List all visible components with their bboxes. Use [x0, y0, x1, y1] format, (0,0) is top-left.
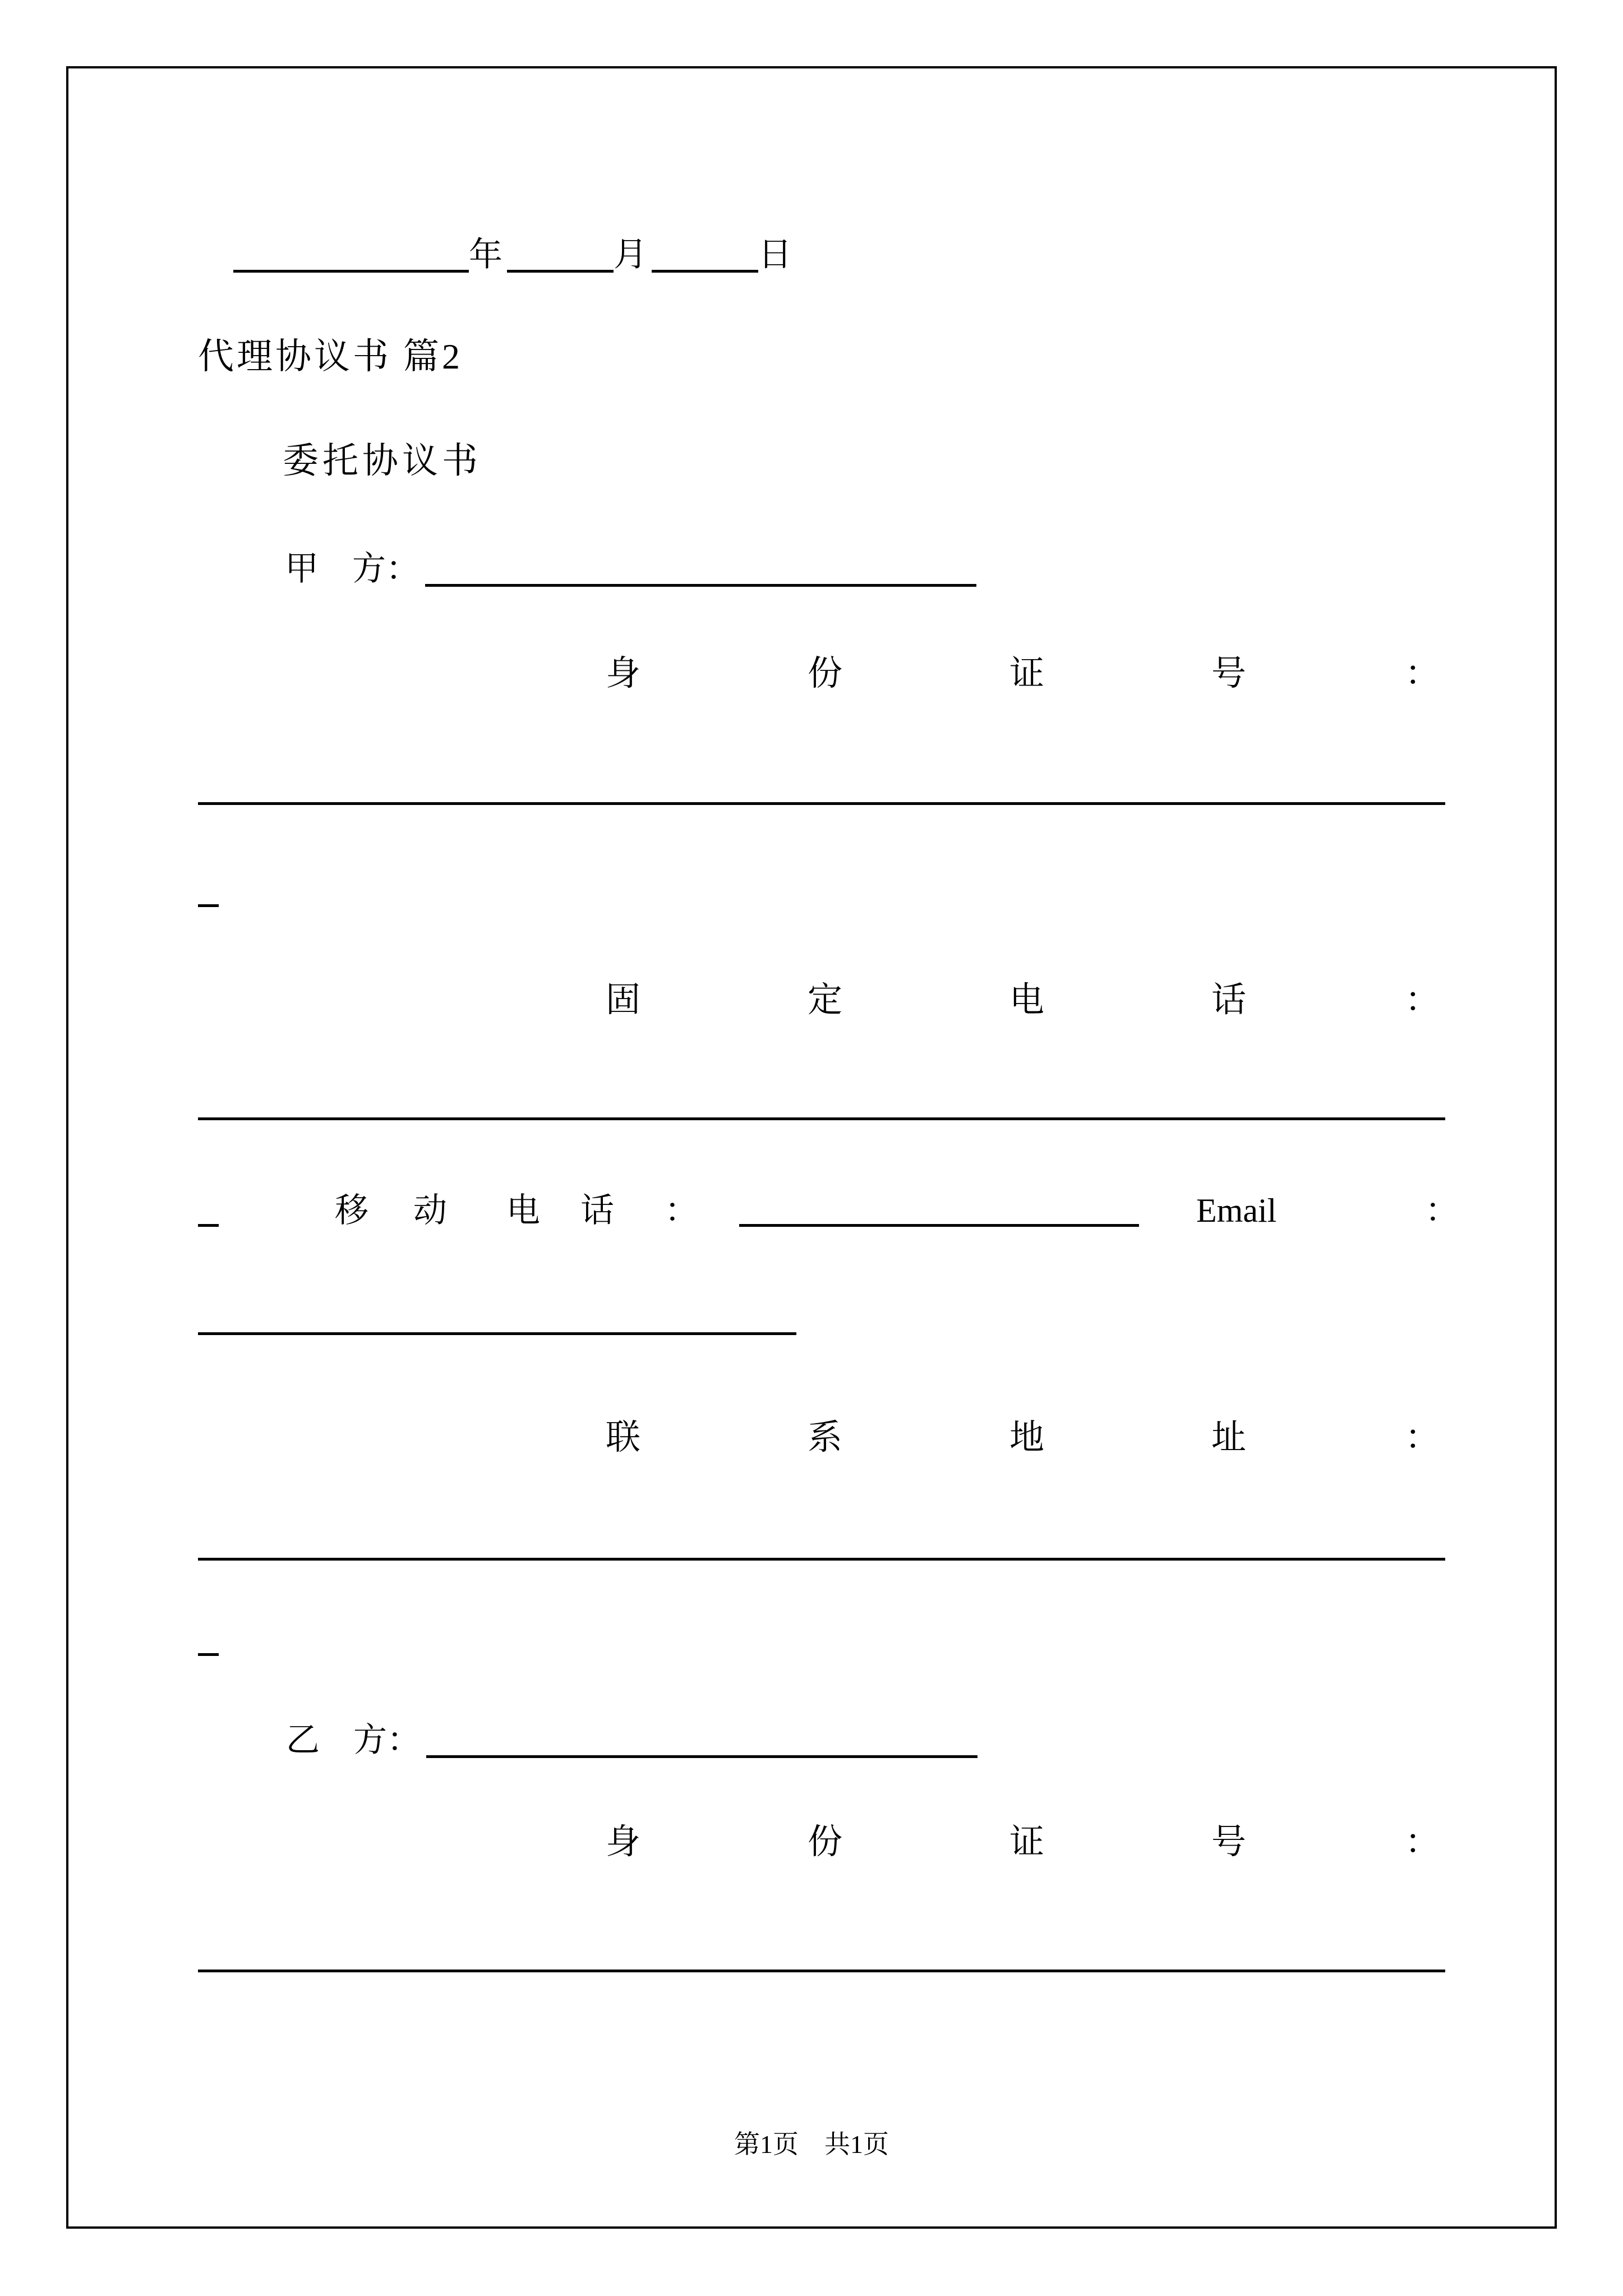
- email-label-colon: ：: [1425, 1192, 1459, 1229]
- party-a-label: 甲 方：: [285, 550, 419, 587]
- year-label: 年: [469, 236, 507, 273]
- mobile-label-char: 动: [413, 1192, 447, 1229]
- email-blank-line: [198, 1332, 796, 1335]
- party-a-id-blank-line: [198, 802, 1445, 805]
- address-label-char: 地: [1009, 1419, 1045, 1457]
- party-a-id-label-line: [198, 656, 1445, 696]
- party-a-blank-field: [425, 582, 976, 587]
- party-b-id-blank-line: [198, 1970, 1445, 1972]
- phone-label-char: 电: [1009, 981, 1045, 1019]
- fixed-phone-label-line: [198, 983, 1445, 1022]
- blank-day-field: [652, 268, 758, 273]
- mobile-label-char: 话: [580, 1192, 614, 1229]
- blank-year-field: [233, 268, 469, 273]
- id-label-colon: ：: [1405, 655, 1440, 693]
- party-b-label: 乙 方：: [286, 1722, 421, 1759]
- phone-label-char: 固: [606, 981, 641, 1019]
- mobile-label-char: 移: [335, 1192, 368, 1229]
- blank-month-field: [507, 268, 614, 273]
- contact-address-blank-line-continuation: [198, 1653, 219, 1656]
- party-a-id-blank-line-continuation: [198, 904, 219, 907]
- id-label-colon: ：: [1405, 1823, 1440, 1861]
- phone-label-colon: ：: [1405, 981, 1440, 1019]
- phone-label-char: 话: [1211, 981, 1247, 1019]
- id-label-char: 身: [606, 655, 641, 693]
- party-b-blank-field: [426, 1753, 978, 1758]
- id-label-char: 份: [808, 655, 843, 693]
- contact-address-blank-line: [198, 1558, 1445, 1561]
- month-label: 月: [614, 236, 652, 273]
- party-a-line: [198, 552, 1532, 587]
- document-subtitle: 委托协议书: [283, 441, 482, 481]
- blank-line-continuation-dash: [198, 1224, 219, 1227]
- id-label-char: 号: [1211, 1823, 1247, 1861]
- mobile-label-char: 电: [506, 1192, 540, 1229]
- party-b-id-label-line: [198, 1825, 1445, 1864]
- mobile-phone-email-line: [198, 1192, 1459, 1233]
- mobile-phone-blank-field: [739, 1224, 1139, 1227]
- id-label-char: 证: [1009, 655, 1045, 693]
- party-b-line: [198, 1723, 1533, 1758]
- page-border-frame: [66, 66, 1557, 2229]
- phone-label-char: 定: [808, 981, 843, 1019]
- email-label: Email: [1196, 1192, 1277, 1229]
- id-label-char: 号: [1211, 655, 1247, 693]
- address-label-char: 联: [606, 1419, 641, 1457]
- contact-address-label-line: [198, 1420, 1445, 1460]
- address-label-colon: ：: [1405, 1419, 1440, 1457]
- id-label-char: 证: [1009, 1823, 1045, 1861]
- page-footer: 第1页 共1页: [734, 2130, 889, 2159]
- date-line: [198, 238, 1481, 273]
- id-label-char: 身: [606, 1823, 641, 1861]
- address-label-char: 址: [1211, 1419, 1247, 1457]
- mobile-label-colon: ：: [665, 1192, 698, 1229]
- fixed-phone-blank-line: [198, 1117, 1445, 1120]
- day-label: 日: [758, 236, 796, 273]
- address-label-char: 系: [808, 1419, 843, 1457]
- id-label-char: 份: [808, 1823, 843, 1861]
- document-title: 代理协议书 篇2: [198, 337, 463, 376]
